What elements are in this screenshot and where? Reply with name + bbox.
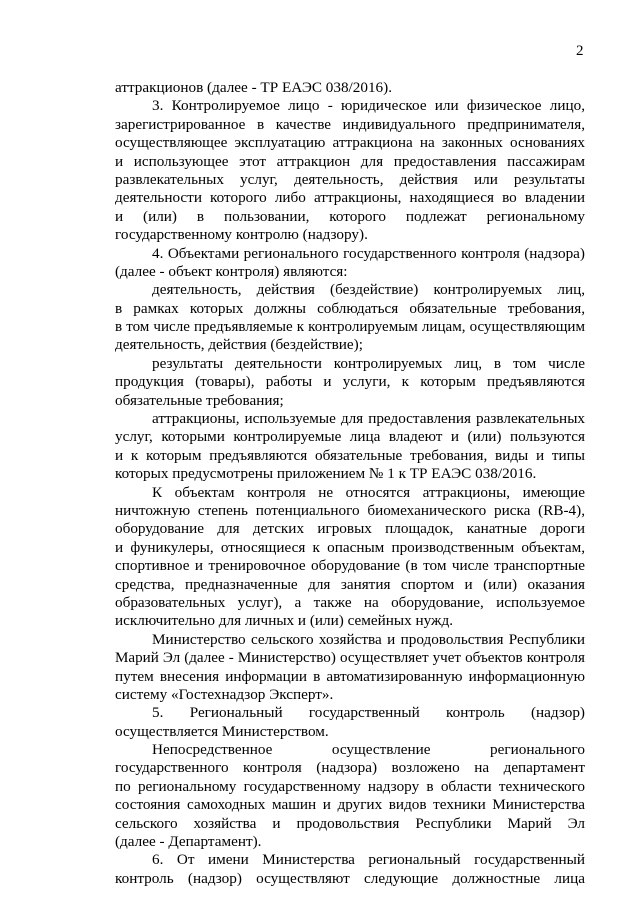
text-line: осуществляется Министерством. [115,722,329,740]
text-line: деятельность, действия (бездействие); [115,336,363,354]
text-line: деятельности которого либо аттракционы, находящиеся во владении [115,189,585,207]
text-line: услуг, которыми контролируемые лица владеют и (или) пользуются [115,428,585,446]
text-line: образовательных услуг), а также на оборудование, используемое [115,593,585,611]
text-line: оборудование для детских игровых площадок, канатные дороги [115,520,585,538]
text-line: 3. Контролируемое лицо - юридическое или физическое лицо, [152,97,585,115]
text-line: аттракционов (далее - ТР ЕАЭС 038/2016). [115,79,393,96]
text-line: 4. Объектами регионального государственного контроля (надзора) [152,244,585,262]
text-line: Министерство сельского хозяйства и продовольствия Республики [152,630,585,648]
text-line: средства, предназначенные для занятия спортом и (или) оказания [115,575,585,593]
text-line: 6. От имени Министерства региональный государственный [152,851,585,869]
text-line: по региональному государственному надзору в области технического [115,777,585,795]
text-line: государственного контроля (надзора) возложено на департамент [115,759,585,777]
text-line: исключительно для личных и (или) семейных нужд. [115,612,453,630]
text-line: спортивное и тренировочное оборудование (в том числе транспортные [115,557,585,575]
text-line: зарегистрированное в качестве индивидуального предпринимателя, [115,115,585,133]
text-line: 5. Региональный государственный контроль (надзор) [152,704,585,722]
text-line: Марий Эл (далее - Министерство) осуществляет учет объектов контроля [115,650,585,667]
text-line: и (или) в пользовании, которого подлежат региональному [115,207,585,225]
text-line: путем внесения информации в автоматизированную информационную [115,667,585,685]
text-line: контроль (надзор) осуществляют следующие должностные лица [115,869,585,887]
text-line: деятельность, действия (бездействие) контролируемых лиц, [152,281,585,299]
text-line: осуществляющее эксплуатацию аттракциона на законных основаниях [115,134,585,152]
text-line: развлекательных услуг, деятельность, действия или результаты [115,170,585,188]
page-number: 2 [576,43,584,59]
text-line: обязательные требования; [115,391,284,409]
text-line: государственному контролю (надзору). [115,226,368,244]
text-line: К объектам контроля не относятся аттракционы, имеющие [152,483,585,501]
text-line: результаты деятельности контролируемых лиц, в том числе [152,354,585,372]
text-line: и фуникулеры, относящиеся к опасным производственным объектам, [115,538,585,556]
text-line: и использующее этот аттракцион для предоставления пассажирам [115,152,585,170]
text-line: и к которым предъявляются обязательные требования, виды и типы [115,446,585,464]
text-line: (далее - объект контроля) являются: [115,262,348,280]
text-line: (далее - Департамент). [115,833,262,851]
text-line: в рамках которых должны соблюдаться обязательные требования, [115,299,585,317]
text-line: продукция (товары), работы и услуги, к которым предъявляются [115,373,585,391]
text-line: которых предусмотрены приложением № 1 к ТР ЕАЭС 038/2016. [115,465,537,483]
text-line: в том числе предъявляемые к контролируемым лицам, осуществляющим [115,319,585,336]
text-line: состояния самоходных машин и других видов техники Министерства [115,796,585,814]
text-line: аттракционы, используемые для предоставления развлекательных [152,410,585,428]
text-line: Непосредственное осуществление регионального [152,741,585,759]
text-line: систему «Гостехнадзор Эксперт». [115,685,334,703]
text-line: ничтожную степень потенциального биомеханического риска (RB-4), [115,501,585,519]
document-body [115,79,585,888]
text-line: сельского хозяйства и продовольствия Республики Марий Эл [115,814,585,832]
